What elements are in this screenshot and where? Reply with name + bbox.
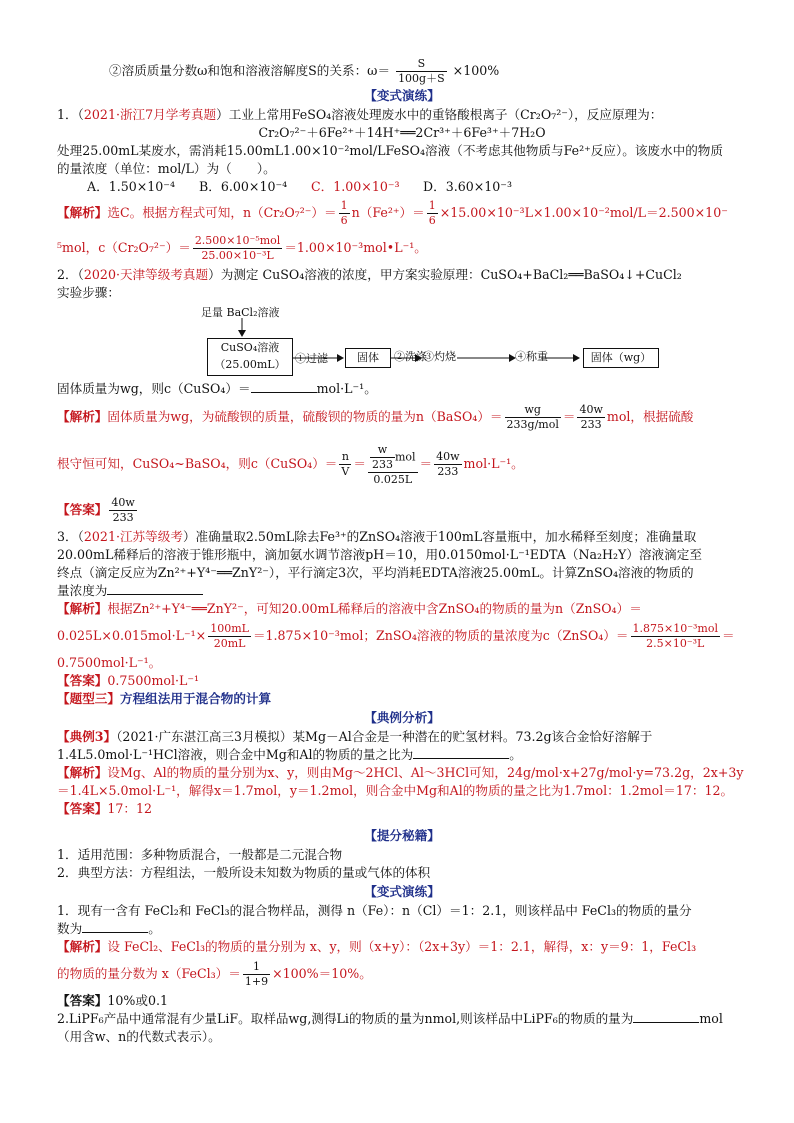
q1-option-c: C．1.00×10⁻³: [311, 179, 400, 194]
q1-analysis-tag: 【解析】: [57, 205, 108, 220]
intro-frac-den: 100g＋S: [398, 72, 445, 85]
q3-frac2-den: 2.5×10⁻³L: [646, 637, 705, 650]
q2-analysis-text-c: mol，根据硫酸: [606, 409, 694, 424]
q2-frac-b-num: 40w: [579, 403, 603, 416]
type3-title-tag: 【题型三】: [57, 691, 120, 706]
q2-analysis-text-b: ＝: [562, 409, 576, 424]
q3-source: 2021·江苏等级考: [83, 529, 183, 544]
q1-option-b: B．6.00×10⁻⁴: [199, 179, 288, 194]
v1-analysis-text-c: ×100%＝10%。: [272, 966, 372, 981]
v2-stem1-unit: mol: [699, 1011, 723, 1026]
flow-step1-label: ①过滤: [295, 352, 328, 365]
q1-source: 2021·浙江7月学考真题: [83, 107, 217, 122]
q3-analysis-line2: [57, 618, 747, 654]
v1-analysis-text-a: 设 FeCl₂、FeCl₃的物质的量分别为 x、y，则（x+y）：（2x+3y）＝1：2.1，解得，x：y＝9：1，FeCl₃: [107, 939, 697, 954]
q2-frac-d-num: [368, 443, 418, 473]
q2-analysis-line1: [57, 398, 747, 436]
q3-frac2: [631, 622, 721, 651]
q3-answer-blank[interactable]: [107, 582, 203, 595]
q2-number: 2．（: [57, 267, 84, 282]
q2-frac-d-den: 0.025L: [373, 472, 413, 486]
q2-stem: [57, 266, 747, 284]
v1-answer-tag: 【答案】: [57, 993, 108, 1008]
q2-frac-a-den: 233g/mol: [506, 418, 559, 431]
q2-frac-e-num: 40w: [436, 450, 460, 463]
v1-analysis-text-b: 的物质的量分数为 x（FeCl₃）＝: [57, 966, 241, 981]
section-title-example: 【典例分析】: [364, 710, 440, 725]
v1-answer-line: [57, 992, 747, 1010]
q2-frac-a-num: wg: [505, 403, 561, 418]
q1-frac2-den: 25.00×10⁻³L: [201, 249, 274, 262]
q2-stem3-b: mol·L⁻¹。: [316, 381, 377, 396]
q1-number: 1．（: [57, 107, 84, 122]
q2-answer-frac-den: 233: [112, 511, 134, 524]
q3-answer-line: [57, 672, 747, 690]
q1-frac1-den: 6: [340, 214, 348, 227]
ex3-stem2: [57, 746, 747, 764]
q3-analysis-line3: 0.7500mol·L⁻¹。: [57, 655, 162, 670]
q3-stem1-text: ）准确量取2.50mL除去Fe³⁺的ZnSO₄溶液于100mL容量瓶中，加水稀释至刻度；准确量取: [182, 529, 697, 544]
v2-answer-blank[interactable]: [633, 1010, 699, 1023]
q2-analysis-tag: 【解析】: [57, 409, 108, 424]
q2-analysis-text-a: 固体质量为wg，为硫酸钡的质量，硫酸钡的物质的量为n（BaSO₄）＝: [107, 409, 503, 424]
q2-answer-tag: 【答案】: [57, 502, 108, 517]
ex3-answer-tag: 【答案】: [57, 801, 108, 816]
ex3-analysis-line2: ＝1.4L×5.0mol·L⁻¹，解得x＝1.7mol，y＝1.2mol，则合金中Mg和Al的物质的量之比为1.7mol：1.2mol＝17：12。: [57, 783, 734, 798]
q1-option-a: A．1.50×10⁻⁴: [87, 179, 176, 194]
q2-analysis-text-g: mol·L⁻¹。: [463, 456, 524, 471]
q3-analysis-text-b: 0.025L×0.015mol·L⁻¹×: [57, 628, 207, 643]
section-title-variant-1: 【变式演练】: [364, 88, 440, 103]
q2-frac-d-inner: [370, 443, 395, 472]
q1-analysis-text-d: ⁵mol，c（Cr₂O₇²⁻）＝: [57, 240, 191, 255]
ex3-analysis-text-a: 设Mg、Al的物质的量分别为x、y，则由Mg～2HCl、Al～3HCl可知，24g/mol·x+27g/mol·y=73.2g，2x+3y: [107, 765, 744, 780]
v1-analysis-tag: 【解析】: [57, 939, 108, 954]
flow-box-solid: 固体: [345, 348, 391, 368]
section-title-variant-2: 【变式演练】: [364, 884, 440, 899]
q2-analysis-text-d: 根守恒可知，CuSO₄~BaSO₄，则c（CuSO₄）＝: [57, 456, 338, 471]
q3-analysis-text-c: ＝1.875×10⁻³mol；ZnSO₄溶液的物质的量浓度为c（ZnSO₄）＝: [252, 628, 629, 643]
intro-text: ②溶质质量分数ω和饱和溶液溶解度S的关系：ω＝: [109, 63, 391, 78]
flow-step4-label: ④称重: [515, 350, 548, 363]
ex3-stem2-end: 。: [509, 747, 522, 762]
v1-frac-num: 1: [243, 960, 270, 975]
q2-frac-d-inner-den: 233: [371, 457, 393, 471]
q2-frac-e: [434, 450, 461, 479]
q2-stem3: [57, 380, 747, 398]
q3-analysis-text-d: ＝: [722, 628, 735, 643]
q3-frac1: [208, 622, 251, 651]
q1-frac2-num: 2.500×10⁻⁵mol: [194, 234, 281, 247]
v1-answer-blank[interactable]: [82, 920, 148, 933]
ex3-tag: 【典例3】: [57, 729, 117, 744]
flow-box1-line2: （25.00mL）: [214, 358, 286, 371]
v1-stem2: [57, 920, 747, 938]
q1-option-d: D．3.60×10⁻³: [423, 179, 513, 194]
q2-frac-b-den: 233: [580, 418, 602, 431]
v1-analysis-line2: [57, 956, 747, 992]
q1-frac1b: [427, 199, 438, 228]
q1-equation: Cr₂O₇²⁻＋6Fe²⁺＋14H⁺══2Cr³⁺＋6Fe³⁺＋7H₂O: [258, 125, 546, 140]
intro-frac-num: S: [396, 57, 447, 72]
flow-step3-label: ③灼烧: [423, 350, 456, 363]
q3-answer-tag: 【答案】: [57, 673, 108, 688]
q2-frac-c-den: V: [341, 465, 350, 478]
q1-stem-text: ）工业上常用FeSO₄溶液处理废水中的重铬酸根离子（Cr₂O₇²⁻），反应原理为：: [216, 107, 663, 122]
intro-fraction: [396, 57, 447, 86]
ex3-answer-line: [57, 800, 747, 818]
q1-analysis-text-b: n（Fe²⁺）＝: [351, 205, 425, 220]
q1-frac1-num: 1: [340, 199, 348, 212]
q2-frac-e-den: 233: [437, 465, 459, 478]
q2-stem3-a: 固体质量为wg，则c（CuSO₄）＝: [57, 381, 251, 396]
q1-frac1: [339, 199, 350, 228]
q2-answer-blank[interactable]: [251, 380, 317, 393]
q3-frac2-num: 1.875×10⁻³mol: [632, 622, 718, 635]
q1-analysis-line1: [57, 196, 747, 230]
document-page: [57, 56, 747, 1046]
v1-stem2-end: 。: [148, 921, 161, 936]
v1-stem1: 1．现有一含有 FeCl₂和 FeCl₃的混合物样品，测得 n（Fe）：n（Cl）＝1：2.1，则该样品中 FeCl₃的物质的量分: [57, 903, 692, 918]
q2-analysis-line2: [57, 436, 747, 492]
q1-analysis-text-c: ×15.00×10⁻³L×1.00×10⁻²mol/L＝2.500×10⁻: [439, 205, 728, 220]
q3-stem3: 终点（滴定反应为Zn²⁺+Y⁴⁻══ZnY²⁻），平行滴定3次，平均消耗EDTA溶液25.00mL。计算ZnSO₄溶液的物质的: [57, 565, 694, 580]
tip-item-1: 1．适用范围：多种物质混合，一般都是二元混合物: [57, 847, 343, 862]
q2-answer-frac: [109, 496, 136, 525]
v1-frac-den: 1+9: [244, 975, 269, 988]
q2-frac-c-num: n: [339, 450, 351, 465]
q2-analysis-text-e: ＝: [353, 456, 366, 471]
type3-title: [57, 690, 747, 708]
intro-line: [57, 56, 747, 86]
q1-stem2: 处理25.00mL某废水，需消耗15.00mL1.00×10⁻²mol/LFeSO₄溶液（不考虑其他物质与Fe²⁺反应）。该废水中的物质: [57, 143, 723, 158]
v2-stem1-text: 2.LiPF₆产品中通常混有少量LiF。取样品wg,测得Li的物质的量为nmol,则该样品中LiPF₆的物质的量为: [57, 1011, 634, 1026]
q1-options: [57, 178, 747, 196]
flow-step2-label: ②洗涤: [394, 350, 427, 363]
q1-frac2: [193, 234, 283, 263]
q3-frac1-den: 20mL: [213, 637, 246, 650]
v2-stem1: [57, 1010, 747, 1028]
q1-frac1b-den: 6: [428, 214, 436, 227]
v1-answer-value: 10%或0.1: [107, 993, 168, 1008]
ex3-stem1: [57, 728, 747, 746]
q2-frac-c: [339, 450, 351, 479]
q3-stem1: [57, 528, 747, 546]
q2-flow-diagram: [57, 304, 747, 376]
flow-box1-line1: CuSO₄溶液: [220, 341, 280, 354]
q2-source: 2020·天津等级考真题: [83, 267, 209, 282]
q2-frac-d: [368, 443, 418, 487]
v1-frac: [243, 960, 270, 989]
q3-frac1-num: 100mL: [210, 622, 249, 635]
ex3-stem2-text: 1.4L5.0mol·L⁻¹HCl溶液，则合金中Mg和Al的物质的量之比为: [57, 747, 414, 762]
q3-analysis-line1: [57, 600, 747, 618]
q1-analysis-line2: [57, 230, 747, 266]
ex3-analysis-tag: 【解析】: [57, 765, 108, 780]
q2-frac-a: [505, 403, 561, 432]
q3-analysis-tag: 【解析】: [57, 601, 108, 616]
q2-answer-frac-num: 40w: [111, 496, 135, 509]
q3-answer-value: 0.7500mol·L⁻¹: [107, 673, 200, 688]
section-title-tips: 【提分秘籍】: [364, 828, 440, 843]
flow-box-cuso4: [207, 338, 293, 376]
q1-analysis-text-e: ＝1.00×10⁻³mol•L⁻¹。: [284, 240, 427, 255]
v1-stem2-text: 数为: [57, 921, 83, 936]
q3-analysis-text-a: 根据Zn²⁺+Y⁴⁻══ZnY²⁻，可知20.00mL稀释后的溶液中含ZnSO₄的物质的量为n（ZnSO₄）＝: [107, 601, 642, 616]
ex3-answer-blank[interactable]: [413, 746, 509, 759]
tip-item-2: 2．典型方法：方程组法，一般所设未知数为物质的量或气体的体积: [57, 865, 431, 880]
q3-stem4: [57, 582, 747, 600]
q2-frac-d-unit: mol: [394, 450, 416, 463]
q1-frac1b-num: 1: [428, 199, 436, 212]
q2-stem2: 实验步骤：: [57, 285, 120, 300]
q1-stem3: 的量浓度（单位：mol/L）为（ ）。: [57, 161, 276, 176]
q2-frac-d-inner-num: w: [370, 443, 395, 458]
q1-stem: [57, 106, 747, 124]
q1-analysis-text-a: 选C。根据方程式可知，n（Cr₂O₇²⁻）＝: [107, 205, 337, 220]
type3-title-text: 方程组法用于混合物的计算: [119, 691, 272, 706]
q2-analysis-text-f: ＝: [419, 456, 433, 471]
v2-stem2: （用含w、n的代数式表示）。: [57, 1029, 221, 1044]
intro-suffix: ×100%: [452, 63, 500, 78]
v1-analysis-line1: [57, 938, 747, 956]
flow-top-label: 足量 BaCl₂溶液: [201, 306, 280, 319]
flow-arrows: [57, 304, 617, 376]
ex3-source: （2021·广东湛江高三3月模拟）: [116, 729, 293, 744]
flow-box-solid-wg: 固体（wg）: [583, 348, 659, 368]
q2-answer-line: [57, 492, 747, 528]
q3-stem4-text: 量浓度为: [57, 583, 108, 598]
ex3-stem1-text: 某Mg－Al合金是一种潜在的贮氢材料。73.2g该合金恰好溶解于: [292, 729, 653, 744]
ex3-answer-value: 17：12: [107, 801, 153, 816]
q2-frac-b: [577, 403, 604, 432]
q2-stem-text: ）为测定 CuSO₄溶液的浓度，甲方案实验原理：CuSO₄+BaCl₂══BaSO₄↓+CuCl₂: [208, 267, 682, 282]
q3-number: 3．（: [57, 529, 84, 544]
ex3-analysis-line1: [57, 764, 747, 782]
q3-stem2: 20.00mL稀释后的溶液于锥形瓶中，滴加氨水调节溶液pH＝10，用0.0150mol·L⁻¹EDTA（Na₂H₂Y）溶液滴定至: [57, 547, 702, 562]
